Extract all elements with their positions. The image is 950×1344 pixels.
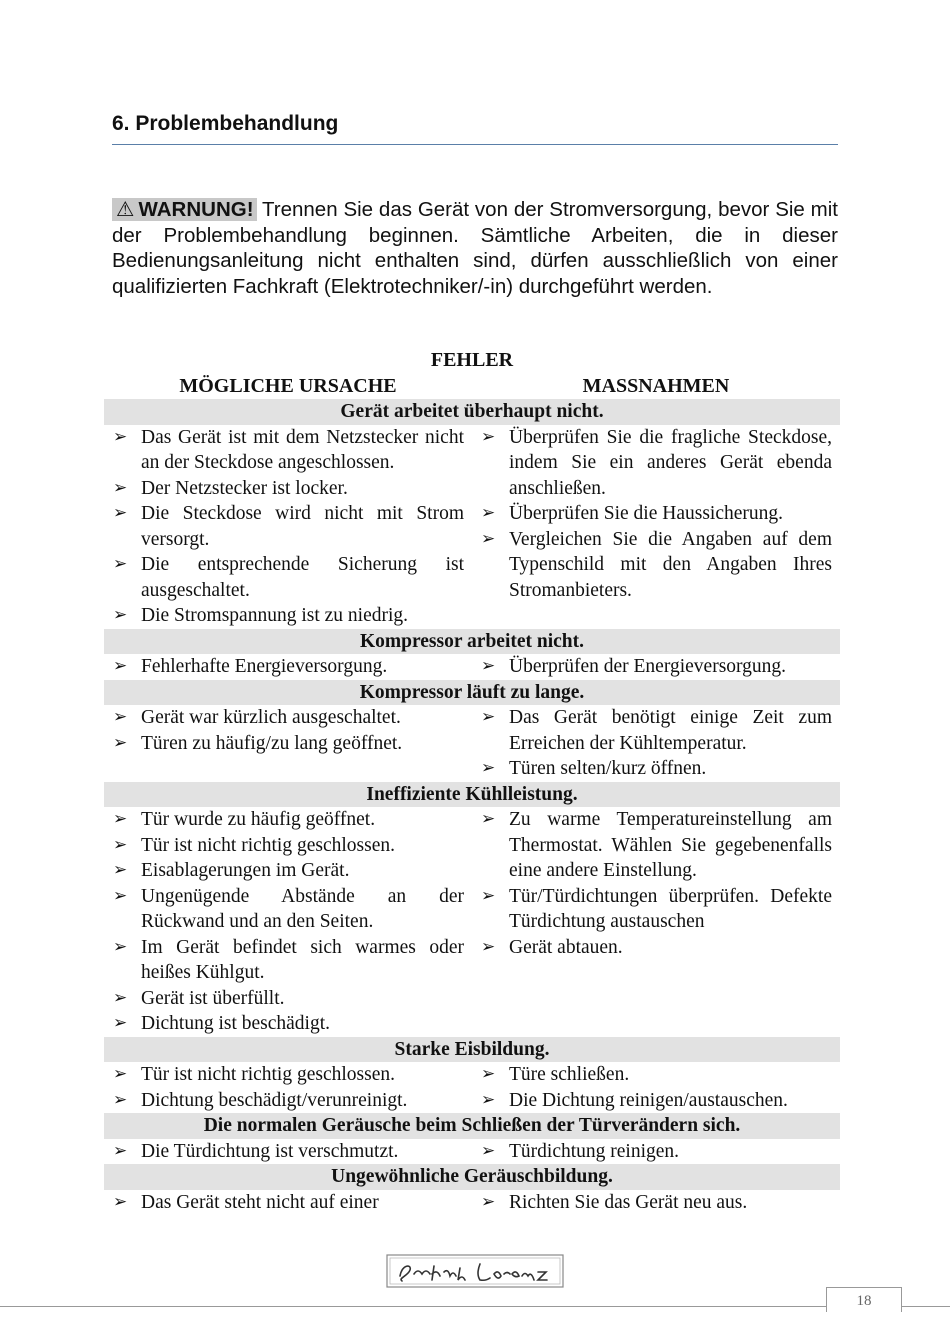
cause-text: Tür ist nicht richtig geschlossen.: [141, 834, 395, 856]
arrow-bullet-icon: ➢: [113, 1089, 128, 1110]
arrow-bullet-icon: ➢: [481, 885, 496, 906]
action-list-item: [472, 527, 832, 604]
cause-list: [104, 1139, 464, 1165]
cause-text: Die entsprechende Sicherung ist ausgeschaltet.: [141, 554, 464, 601]
cause-text: Das Gerät steht nicht auf einer: [141, 1191, 379, 1213]
brand-logo: [386, 1254, 564, 1288]
table-sections: [104, 399, 840, 1215]
arrow-bullet-icon: ➢: [481, 936, 496, 957]
section-heading-row: Gerät arbeitet überhaupt nicht.: [104, 399, 840, 425]
action-list: [472, 1139, 832, 1165]
arrow-bullet-icon: ➢: [113, 987, 128, 1008]
section-heading-row: Die normalen Geräusche beim Schließen der Türverändern sich.: [104, 1113, 840, 1139]
action-list-item: [472, 884, 832, 935]
cause-list-item: [104, 1011, 464, 1037]
action-text: Türdichtung reinigen.: [509, 1140, 680, 1162]
cause-list-item: [104, 1088, 464, 1114]
arrow-bullet-icon: ➢: [113, 503, 128, 523]
warning-label: WARNUNG!: [138, 198, 254, 221]
action-text: Das Gerät benötigt einige Zeit zum Erreichen der Kühltemperatur.: [509, 707, 832, 754]
arrow-bullet-icon: ➢: [481, 758, 496, 778]
arrow-bullet-icon: ➢: [113, 707, 128, 727]
action-text: Richten Sie das Gerät neu aus.: [509, 1191, 748, 1213]
action-list: [472, 807, 832, 960]
troubleshooting-table: [104, 348, 840, 1215]
section-heading-row: Ineffiziente Kühlleistung.: [104, 782, 840, 808]
table-row: [104, 1139, 840, 1165]
cause-list: [104, 425, 464, 629]
arrow-bullet-icon: ➢: [113, 1064, 128, 1084]
cause-column: [104, 1062, 472, 1113]
action-list: [472, 1062, 832, 1113]
action-text: Überprüfen Sie die Haussicherung.: [509, 503, 783, 524]
action-list-item: [472, 756, 832, 782]
table-row: [104, 425, 840, 629]
cause-text: Die Türdichtung ist verschmutzt.: [141, 1140, 399, 1162]
cause-column: [104, 654, 472, 680]
arrow-bullet-icon: ➢: [113, 834, 128, 855]
table-row: [104, 705, 840, 782]
arrow-bullet-icon: ➢: [113, 1013, 128, 1033]
cause-text: Der Netzstecker ist locker.: [141, 477, 348, 499]
action-list-item: [472, 501, 832, 527]
cause-list: [104, 807, 464, 1037]
cause-text: Im Gerät befindet sich warmes oder heißes Kühlgut.: [141, 936, 464, 983]
cause-list-item: [104, 986, 464, 1012]
arrow-bullet-icon: ➢: [113, 426, 128, 447]
arrow-bullet-icon: ➢: [113, 605, 128, 625]
action-list-item: [472, 1190, 832, 1216]
arrow-bullet-icon: ➢: [481, 528, 496, 549]
cause-text: Das Gerät ist mit dem Netzstecker nicht an der Steckdose angeschlossen.: [141, 426, 464, 473]
action-text: Vergleichen Sie die Angaben auf dem Typenschild mit den Angaben Ihres Stromanbieters.: [509, 528, 832, 601]
table-row: [104, 1062, 840, 1113]
action-column: [472, 705, 840, 782]
cause-list-item: [104, 858, 464, 884]
action-list: [472, 425, 832, 604]
table-row: [104, 654, 840, 680]
section-heading-row: Kompressor läuft zu lange.: [104, 680, 840, 706]
warning-notice: [112, 197, 838, 299]
arrow-bullet-icon: ➢: [481, 707, 496, 727]
cause-list-item: [104, 603, 464, 629]
action-list-item: [472, 654, 832, 680]
action-column: [472, 1139, 840, 1165]
arrow-bullet-icon: ➢: [481, 503, 496, 523]
arrow-bullet-icon: ➢: [113, 860, 128, 880]
cause-list-item: [104, 1190, 464, 1216]
cause-list-item: [104, 833, 464, 859]
action-list-item: [472, 1139, 832, 1165]
arrow-bullet-icon: ➢: [113, 936, 128, 957]
cause-column: [104, 1139, 472, 1165]
cause-list-item: [104, 1062, 464, 1088]
action-list: [472, 654, 832, 680]
cause-text: Eisablagerungen im Gerät.: [141, 860, 350, 881]
cause-text: Türen zu häufig/zu lang geöffnet.: [141, 732, 403, 754]
cause-text: Tür wurde zu häufig geöffnet.: [141, 809, 376, 830]
action-list-item: [472, 935, 832, 961]
cause-list-item: [104, 705, 464, 731]
arrow-bullet-icon: ➢: [481, 1140, 496, 1161]
footer-rule: [0, 1306, 950, 1307]
column-header-cause: MÖGLICHE URSACHE: [179, 374, 397, 397]
action-text: Überprüfen Sie die fragliche Steckdose, indem Sie ein anderes Gerät ebenda anschließen.: [509, 426, 832, 499]
arrow-bullet-icon: ➢: [481, 426, 496, 447]
arrow-bullet-icon: ➢: [113, 656, 128, 676]
arrow-bullet-icon: ➢: [113, 1140, 128, 1161]
cause-text: Die Stromspannung ist zu niedrig.: [141, 605, 409, 626]
section-heading-row: Starke Eisbildung.: [104, 1037, 840, 1063]
action-text: Türe schließen.: [509, 1064, 630, 1085]
arrow-bullet-icon: ➢: [481, 1191, 496, 1212]
arrow-bullet-icon: ➢: [481, 656, 496, 676]
action-list: [472, 705, 832, 782]
action-list-item: [472, 1088, 832, 1114]
cause-list-item: [104, 731, 464, 757]
cause-list-item: [104, 654, 464, 680]
cause-list-item: [104, 935, 464, 986]
arrow-bullet-icon: ➢: [113, 885, 128, 906]
action-column: [472, 1190, 840, 1216]
cause-column: [104, 705, 472, 782]
warning-label-box: [112, 198, 257, 221]
action-list: [472, 1190, 832, 1216]
cause-list-item: [104, 807, 464, 833]
cause-list: [104, 1190, 464, 1216]
action-list-item: [472, 425, 832, 502]
cause-text: Gerät ist überfüllt.: [141, 987, 285, 1009]
cause-text: Gerät war kürzlich ausgeschaltet.: [141, 707, 401, 728]
action-column: [472, 1062, 840, 1113]
arrow-bullet-icon: ➢: [113, 477, 128, 498]
action-text: Türen selten/kurz öffnen.: [509, 758, 707, 779]
section-heading: 6. Problembehandlung: [112, 112, 838, 145]
cause-column: [104, 425, 472, 629]
arrow-bullet-icon: ➢: [481, 1089, 496, 1110]
cause-column: [104, 1190, 472, 1216]
cause-list-item: [104, 476, 464, 502]
action-text: Zu warme Temperatureinstellung am Thermostat. Wählen Sie gegebenenfalls eine andere Einstellung.: [509, 809, 832, 881]
section-heading-row: Ungewöhnliche Geräuschbildung.: [104, 1164, 840, 1190]
cause-text: Dichtung beschädigt/verunreinigt.: [141, 1089, 408, 1111]
action-list-item: [472, 807, 832, 884]
cause-list-item: [104, 552, 464, 603]
cause-list-item: [104, 1139, 464, 1165]
cause-list-item: [104, 884, 464, 935]
action-text: Überprüfen der Energieversorgung.: [509, 656, 787, 677]
table-row: [104, 807, 840, 1037]
table-row: [104, 1190, 840, 1216]
section-heading-row: Kompressor arbeitet nicht.: [104, 629, 840, 655]
arrow-bullet-icon: ➢: [113, 1191, 128, 1212]
table-title: FEHLER: [430, 349, 514, 371]
arrow-bullet-icon: ➢: [113, 809, 128, 829]
cause-list-item: [104, 501, 464, 552]
action-text: Gerät abtauen.: [509, 936, 623, 958]
cause-column: [104, 807, 472, 1037]
arrow-bullet-icon: ➢: [113, 732, 128, 753]
cause-list: [104, 654, 464, 680]
page-number: 18: [826, 1287, 902, 1312]
action-list-item: [472, 705, 832, 756]
arrow-bullet-icon: ➢: [113, 554, 128, 574]
action-text: Tür/Türdichtungen überprüfen. Defekte Türdichtung austauschen: [509, 885, 832, 932]
action-column: [472, 654, 840, 680]
action-text: Die Dichtung reinigen/austauschen.: [509, 1089, 788, 1111]
cause-text: Fehlerhafte Energieversorgung.: [141, 656, 388, 677]
warning-text: Trennen Sie das Gerät von der Stromversorgung, bevor Sie mit der Problembehandlung beginnen. Sämtliche Arbeiten, die in dieser Bedienungsanleitung nicht enthalten sind, dürfen ausschließlich von einer qualifizierten Fachkraft (Elektrotechniker/-in) durchgeführt werden.: [112, 198, 838, 298]
action-column: [472, 807, 840, 1037]
cause-text: Die Steckdose wird nicht mit Strom versorgt.: [141, 503, 464, 550]
cause-text: Dichtung ist beschädigt.: [141, 1013, 331, 1034]
action-column: [472, 425, 840, 629]
arrow-bullet-icon: ➢: [481, 1064, 496, 1084]
cause-list-item: [104, 425, 464, 476]
cause-list: [104, 1062, 464, 1113]
cause-text: Tür ist nicht richtig geschlossen.: [141, 1064, 395, 1085]
cause-list: [104, 705, 464, 756]
cause-text: Ungenügende Abstände an der Rückwand und an den Seiten.: [141, 885, 464, 932]
action-list-item: [472, 1062, 832, 1088]
arrow-bullet-icon: ➢: [481, 809, 496, 829]
warning-triangle-icon: ⚠: [116, 198, 135, 221]
table-column-headers: [104, 374, 840, 400]
column-header-action: MASSNAHMEN: [582, 374, 730, 397]
